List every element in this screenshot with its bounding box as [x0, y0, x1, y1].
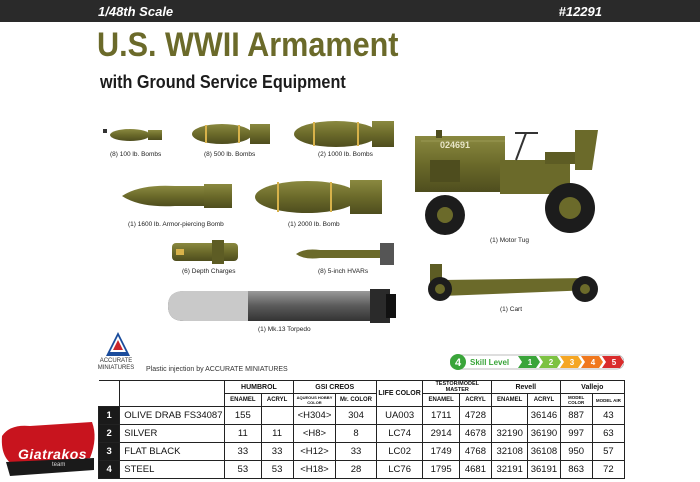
- paint-code-gsi-mr: 33: [336, 443, 377, 461]
- subhead-revell-enamel: ENAMEL: [492, 394, 528, 407]
- paint-code-gsi-aq: <H304>: [293, 407, 336, 425]
- depth-charge-icon: [172, 240, 238, 264]
- skill-step-label: 1: [527, 358, 533, 367]
- paint-row: [99, 461, 625, 479]
- logo-text: [96, 358, 136, 372]
- paint-code-gsi-aq: <H12>: [293, 443, 336, 461]
- caption-100lb: (8) 100 lb. Bombs: [110, 151, 162, 158]
- caption-hvar: (8) 5-inch HVARs: [318, 268, 369, 275]
- skill-step-label: 2: [548, 358, 554, 367]
- bomb-cart-icon: [428, 264, 598, 302]
- paint-code-life: LC02: [376, 443, 423, 461]
- skill-step-label: 4: [590, 358, 596, 367]
- paint-code-val-mc: 997: [560, 425, 592, 443]
- page-title: U.S. WWII Armament: [97, 26, 399, 64]
- paint-code-val-ma: 63: [592, 425, 624, 443]
- skill-level-label: Skill Level: [470, 358, 510, 367]
- paint-name: FLAT BLACK: [120, 443, 225, 461]
- bomb-1600lb-icon: [122, 184, 232, 208]
- paint-code-tes-ac: 4681: [459, 461, 491, 479]
- bomb-2000lb-icon: [255, 180, 382, 214]
- caption-depth-charges: (6) Depth Charges: [182, 268, 236, 275]
- hvar-rocket-icon: [296, 243, 394, 265]
- paint-code-tes-en: 1795: [423, 461, 459, 479]
- paint-code-gsi-aq: <H8>: [293, 425, 336, 443]
- paint-code-gsi-mr: 8: [336, 425, 377, 443]
- torpedo-icon: [168, 289, 396, 323]
- bomb-500lb-icon: [192, 124, 270, 144]
- header-blank-num: [99, 381, 120, 407]
- subhead-testors-acryl: ACRYL: [459, 394, 491, 407]
- header-testors: TESTOR/MODEL MASTER: [423, 381, 492, 394]
- subhead-vallejo-model-color: MODEL COLOR: [560, 394, 592, 407]
- badge-sub: team: [52, 462, 66, 468]
- skill-level-number: 4: [454, 357, 462, 369]
- paint-code-tes-ac: 4768: [459, 443, 491, 461]
- logo-line-2: MINIATURES: [97, 365, 135, 371]
- paint-code-hum-en: 33: [225, 443, 261, 461]
- paint-code-rev-en: [492, 407, 528, 425]
- paint-code-hum-ac: 11: [261, 425, 293, 443]
- paint-code-tes-en: 1749: [423, 443, 459, 461]
- skill-level-indicator: [450, 354, 624, 370]
- row-number: 1: [99, 407, 120, 425]
- paint-code-hum-en: 155: [225, 407, 261, 425]
- paint-code-tes-en: 1711: [423, 407, 459, 425]
- caption-1000lb: (2) 1000 lb. Bombs: [318, 151, 373, 158]
- bomb-1000lb-icon: [294, 121, 394, 147]
- paint-code-rev-ac: 36191: [528, 461, 560, 479]
- paint-code-gsi-mr: 28: [336, 461, 377, 479]
- paint-code-val-mc: 863: [560, 461, 592, 479]
- paint-code-tes-en: 2914: [423, 425, 459, 443]
- paint-name: SILVER: [120, 425, 225, 443]
- paint-code-hum-ac: 33: [261, 443, 293, 461]
- subhead-testors-enamel: ENAMEL: [423, 394, 459, 407]
- paint-code-life: LC74: [376, 425, 423, 443]
- paint-code-rev-en: 32190: [492, 425, 528, 443]
- header-gsi: GSI CREOS: [293, 381, 376, 394]
- paint-code-val-ma: 43: [592, 407, 624, 425]
- caption-torpedo: (1) Mk.13 Torpedo: [258, 326, 311, 333]
- caption-500lb: (8) 500 lb. Bombs: [204, 151, 256, 158]
- scale-label: 1/48th Scale: [98, 4, 174, 19]
- header-revell: Revell: [492, 381, 561, 394]
- subhead-humbrol-enamel: ENAMEL: [225, 394, 261, 407]
- paint-code-tes-ac: 4728: [459, 407, 491, 425]
- header-vallejo: Vallejo: [560, 381, 624, 394]
- paint-row: [99, 425, 625, 443]
- bomb-100lb-icon: [103, 129, 162, 141]
- paint-table: [98, 380, 625, 482]
- skill-step-label: 3: [569, 358, 575, 367]
- paint-code-hum-en: 53: [225, 461, 261, 479]
- caption-cart: (1) Cart: [500, 306, 523, 313]
- paint-code-rev-ac: 36108: [528, 443, 560, 461]
- paint-code-rev-en: 32191: [492, 461, 528, 479]
- paint-code-val-mc: 887: [560, 407, 592, 425]
- subhead-revell-acryl: ACRYL: [528, 394, 560, 407]
- paint-name: OLIVE DRAB FS34087: [120, 407, 225, 425]
- paint-code-hum-ac: [261, 407, 293, 425]
- subhead-gsi-mrcolor: Mr. COLOR: [336, 394, 377, 407]
- skill-step-label: 5: [611, 358, 617, 367]
- logo-line-1: ACCURATE: [99, 358, 133, 364]
- paint-code-rev-ac: 36190: [528, 425, 560, 443]
- caption-2000lb: (1) 2000 lb. Bomb: [288, 221, 340, 228]
- caption-1600lb: (1) 1600 lb. Armor-piercing Bomb: [128, 221, 224, 228]
- paint-row: [99, 407, 625, 425]
- tug-serial-marking: 024691: [440, 140, 471, 150]
- row-number: 3: [99, 443, 120, 461]
- caption-motor-tug: (1) Motor Tug: [490, 237, 530, 244]
- header-humbrol: HUMBROL: [225, 381, 294, 394]
- paint-code-rev-ac: 36146: [528, 407, 560, 425]
- paint-code-rev-en: 32108: [492, 443, 528, 461]
- paint-row: [99, 443, 625, 461]
- badge-name: Giatrakos: [18, 446, 88, 462]
- accurate-miniatures-logo: [106, 332, 130, 356]
- header-life-color: LIFE COLOR: [376, 381, 423, 407]
- paint-code-hum-en: 11: [225, 425, 261, 443]
- row-number: 2: [99, 425, 120, 443]
- paint-code-gsi-mr: 304: [336, 407, 377, 425]
- paint-code-val-ma: 72: [592, 461, 624, 479]
- paint-name: STEEL: [120, 461, 225, 479]
- header-blank-name: [120, 381, 225, 407]
- subhead-humbrol-acryl: ACRYL: [261, 394, 293, 407]
- row-number: 4: [99, 461, 120, 479]
- paint-code-hum-ac: 53: [261, 461, 293, 479]
- paint-code-tes-ac: 4678: [459, 425, 491, 443]
- paint-code-life: UA003: [376, 407, 423, 425]
- paint-code-life: LC76: [376, 461, 423, 479]
- paint-code-val-ma: 57: [592, 443, 624, 461]
- page-subtitle: with Ground Service Equipment: [100, 72, 346, 92]
- paint-code-val-mc: 950: [560, 443, 592, 461]
- subhead-vallejo-model-air: MODEL AIR: [592, 394, 624, 407]
- subhead-gsi-aqueous: AQUEOUS HOBBY COLOR: [293, 394, 336, 407]
- paint-code-gsi-aq: <H18>: [293, 461, 336, 479]
- plastic-note: Plastic injection by ACCURATE MINIATURES: [146, 366, 288, 373]
- kit-number: #12291: [558, 4, 602, 19]
